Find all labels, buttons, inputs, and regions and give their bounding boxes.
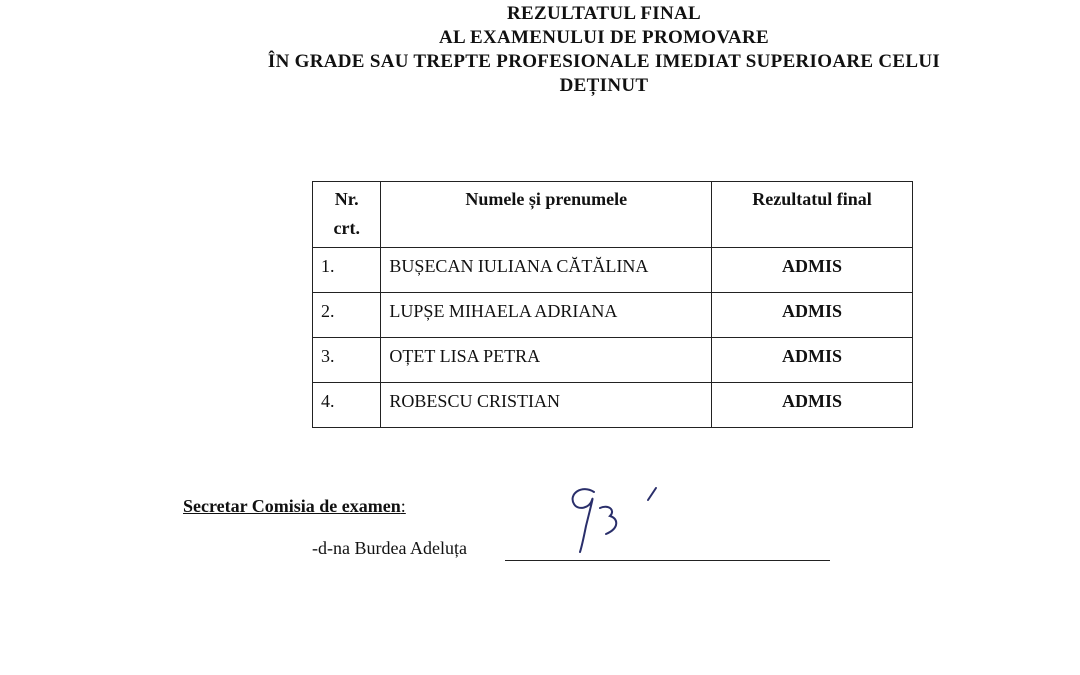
row-name: ROBESCU CRISTIAN xyxy=(381,383,712,428)
table-row xyxy=(313,383,913,428)
title-line-2: AL EXAMENULUI DE PROMOVARE xyxy=(439,27,769,48)
row-number: 2. xyxy=(313,293,381,338)
table-row xyxy=(313,248,913,293)
header-nr-label: Nr. xyxy=(334,189,359,209)
title-line-3: ÎN GRADE SAU TREPTE PROFESIONALE IMEDIAT SUPERIOARE CELUI xyxy=(267,51,941,72)
secretary-label-text: Secretar Comisia de examen xyxy=(183,496,401,516)
row-result: ADMIS xyxy=(712,248,913,293)
row-number: 1. xyxy=(313,248,381,293)
signature-line xyxy=(505,560,830,561)
row-result: ADMIS xyxy=(712,383,913,428)
row-name: BUȘECAN IULIANA CĂTĂLINA xyxy=(381,248,712,293)
table-header-row xyxy=(313,182,913,248)
results-table xyxy=(312,181,913,428)
secretary-label xyxy=(183,496,406,517)
header-nr-crt xyxy=(313,182,381,248)
row-result: ADMIS xyxy=(712,293,913,338)
row-number: 3. xyxy=(313,338,381,383)
row-number: 4. xyxy=(313,383,381,428)
secretary-label-colon: : xyxy=(400,496,406,516)
header-name: Numele și prenumele xyxy=(381,182,712,248)
handwritten-signature xyxy=(560,480,670,560)
header-result: Rezultatul final xyxy=(712,182,913,248)
title-line-1: REZULTATUL FINAL xyxy=(507,3,701,24)
row-name: OȚET LISA PETRA xyxy=(381,338,712,383)
title-line-4: DEȚINUT xyxy=(559,75,649,96)
table-row xyxy=(313,338,913,383)
secretary-name: -d-na Burdea Adeluța xyxy=(312,538,467,558)
row-result: ADMIS xyxy=(712,338,913,383)
table-row xyxy=(313,293,913,338)
document-title xyxy=(0,2,1080,98)
header-crt-label: crt. xyxy=(333,218,360,238)
row-name: LUPȘE MIHAELA ADRIANA xyxy=(381,293,712,338)
